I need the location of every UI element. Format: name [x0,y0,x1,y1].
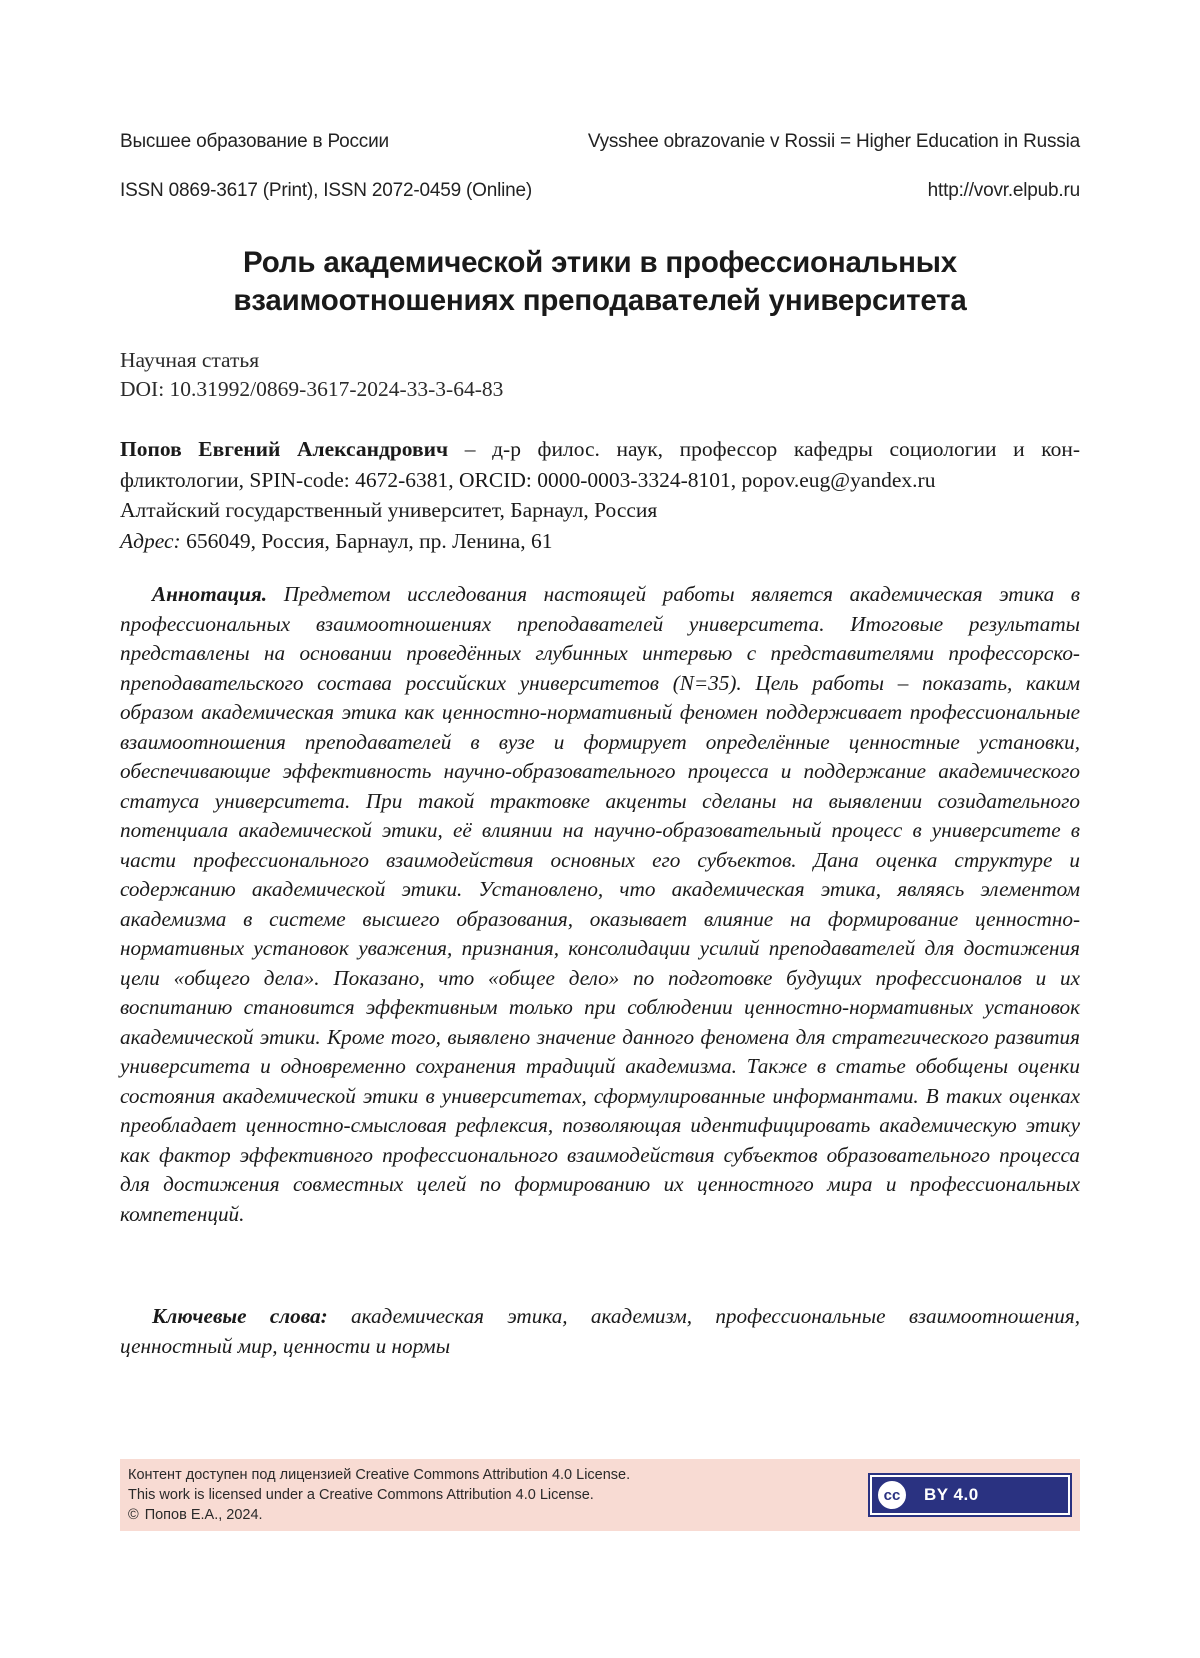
copyright-symbol: © [128,1507,139,1523]
copyright-text: Попов Е.А., 2024. [144,1507,263,1523]
abstract-label: Аннотация. [152,582,268,606]
license-line-en: This work is licensed under a Creative Commons Attribution 4.0 License. [128,1487,594,1503]
keywords-text: академическая этика, академизм, профессиональные взаимоотношения, ценностный мир, ценности и нормы [120,1304,1080,1358]
author-line-1 [120,434,1080,465]
cc-by-label: BY 4.0 [924,1485,979,1504]
journal-title-en: Vysshee obrazovanie v Rossii = Higher Education in Russia [587,131,1080,152]
journal-header [120,131,1080,153]
journal-url[interactable]: http://vovr.elpub.ru [927,180,1080,201]
author-name: Попов Евгений Александрович [120,437,449,461]
address-label: Адрес: [120,528,181,553]
author-description-1: д-р филос. наук, профессор кафедры социологии и кон- [492,437,1081,461]
keywords-label: Ключевые слова: [152,1304,328,1328]
article-title [120,244,1080,320]
doi[interactable]: DOI: 10.31992/0869-3617-2024-33-3-64-83 [120,377,504,401]
abstract-text: Предметом исследования настоящей работы является академическая этика в профессиональных взаимоотношениях преподавателей университета. Итоговые результаты представлены на основании проведённых глубинных интервью с представителями профессорско-преподавательского состава российских университетов (N=35). Цель работы – показать, каким образом академическая этика как ценностно-нормативный феномен поддерживает профессиональные взаимоотношения преподавателей в вузе и формирует определённые ценностные установки, обеспечивающие эффективность научно-образовательного процесса и поддержание академического статуса университета. При такой трактовке акценты сделаны на выявлении созидательного потенциала академической этики, её влиянии на научно-образовательный процесс в университете в части профессионального взаимодействия основных его субъектов. Дана оценка структуре и содержанию академической этики. Установлено, что академическая этика, являясь элементом академизма в системе высшего образования, оказывает влияние на формирование ценностно-нормативных установок уважения, признания, консолидации усилий преподавателей для достижения цели «общего дела». Показано, что «общее дело» по подготовке будущих профессионалов и их воспитанию становится эффективным только при соблюдении ценностно-нормативных установок академической этики. Кроме того, выявлено значение данного феномена для стратегического развития университета и одновременно сохранения традиций академизма. Также в статье обобщены оценки состояния академической этики в университетах, сформулированные информантами. В таких оценках преобладает ценностно-смысловая рефлексия, позволяющая идентифицировать академическую этику как фактор эффективного профессионального взаимодействия субъектов образовательного процесса для достижения совместных целей по формированию их ценностного мира и профессиональных компетенций. [120,582,1080,1226]
abstract [120,580,1080,1229]
journal-issn-row [120,180,1080,202]
license-line-ru: Контент доступен под лицензией Creative Commons Attribution 4.0 License. [128,1467,631,1483]
author-block [120,434,1080,556]
author-address [120,526,1080,557]
article-meta [120,346,1080,404]
article-title-line-1: Роль академической этики в профессиональных [243,246,957,279]
article-title-line-2: взаимоотношениях преподавателей университета [233,284,967,317]
author-dash: – [448,437,493,461]
cc-by-badge[interactable] [870,1475,1070,1515]
keywords [120,1302,1080,1361]
issn: ISSN 0869-3617 (Print), ISSN 2072-0459 (Online) [120,180,532,201]
address-value: 656049, Россия, Барнаул, пр. Ленина, 61 [180,528,553,553]
cc-icon: cc [876,1479,908,1511]
author-affiliation: Алтайский государственный университет, Барнаул, Россия [120,498,658,522]
license-box [120,1459,1080,1531]
author-line-2: фликтологии, SPIN-code: 4672-6381, ORCID: 0000-0003-3324-8101, popov.eug@yandex.ru [120,467,936,492]
journal-title-ru: Высшее образование в России [120,131,389,152]
article-type: Научная статья [120,348,260,372]
